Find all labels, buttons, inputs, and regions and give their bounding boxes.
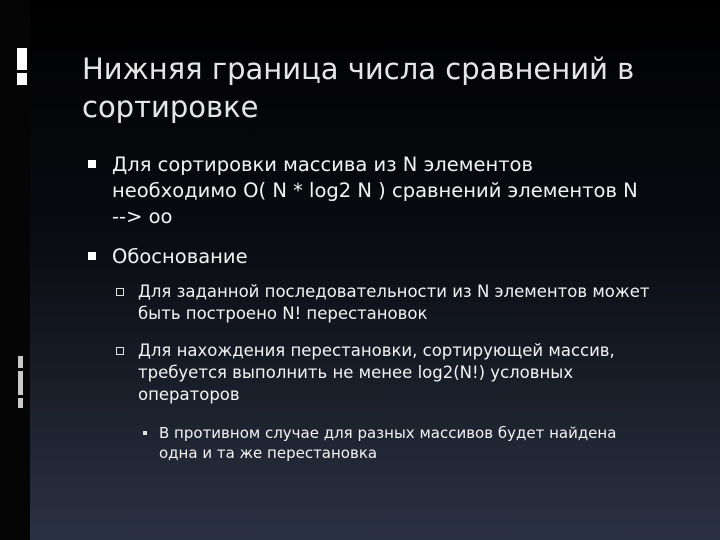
decor-block-top-small bbox=[17, 73, 27, 85]
square-bullet-icon bbox=[88, 160, 96, 168]
sub-bullet-item bbox=[116, 340, 636, 406]
small-square-bullet-icon bbox=[143, 431, 147, 435]
sub-bullet-text: Для заданной последовательности из N элементов может быть построено N! перестановок bbox=[138, 282, 650, 323]
bullet-item bbox=[88, 244, 648, 270]
decor-block-mid-long bbox=[18, 371, 23, 395]
bullet-item bbox=[88, 152, 648, 230]
slide-title: Нижняя граница числа сравнений в сортировке bbox=[82, 52, 635, 124]
hollow-square-bullet-icon bbox=[116, 347, 124, 355]
bullet-text: Для сортировки массива из N элементов необходимо O( N * log2 N ) сравнений элементов N --> oo bbox=[112, 153, 638, 228]
sub-bullet-item bbox=[116, 281, 676, 325]
decor-block-mid-small bbox=[18, 398, 23, 408]
hollow-square-bullet-icon bbox=[116, 288, 124, 296]
bullet-text: Обоснование bbox=[112, 245, 248, 268]
sub-sub-bullet-item bbox=[143, 423, 633, 463]
sub-sub-bullet-text: В противном случае для разных массивов будет найдена одна и та же перестановка bbox=[159, 424, 617, 462]
sub-bullet-text: Для нахождения перестановки, сортирующей массив, требуется выполнить не менее log2(N!) условных операторов bbox=[138, 341, 615, 404]
square-bullet-icon bbox=[88, 252, 96, 260]
decor-block-top bbox=[17, 48, 27, 70]
decor-block-mid bbox=[18, 356, 23, 368]
